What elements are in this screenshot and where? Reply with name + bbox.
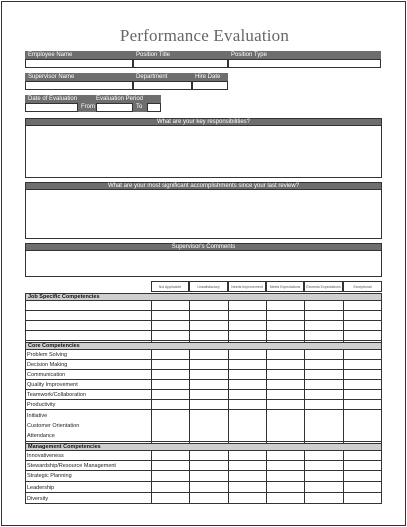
table-row[interactable]	[25, 451, 382, 461]
date-of-evaluation-label: Date of Evaluation	[25, 95, 78, 103]
hire-date-label: Hire Date	[192, 73, 228, 81]
position-type-label: Position Type	[228, 51, 381, 59]
competency-label: Attendance	[27, 433, 55, 439]
competency-label: Quality Improvement	[27, 382, 78, 388]
competency-label: Productivity	[27, 402, 56, 408]
table-row[interactable]	[25, 461, 382, 471]
to-date-field[interactable]	[147, 103, 161, 112]
column-divider	[189, 301, 190, 342]
column-divider	[228, 451, 229, 504]
position-title-label: Position Title	[133, 51, 228, 59]
table-row[interactable]	[25, 370, 382, 380]
supervisor-comments-textarea[interactable]	[25, 250, 382, 277]
table-row[interactable]	[25, 321, 382, 331]
position-type-field[interactable]	[228, 59, 381, 68]
column-divider	[343, 301, 344, 342]
column-exceeds-expectations: Exceeds Expectations	[304, 281, 343, 292]
column-divider	[228, 301, 229, 342]
column-unsatisfactory: Unsatisfactory	[189, 281, 228, 292]
supervisor-comments-header: Supervisor's Comments	[25, 243, 382, 251]
competency-label: Innovativeness	[27, 453, 64, 459]
competency-label: Initiative	[27, 413, 48, 419]
column-divider	[343, 350, 344, 443]
date-of-evaluation-field[interactable]	[25, 103, 78, 112]
table-row[interactable]	[25, 390, 382, 400]
hire-date-field[interactable]	[192, 81, 228, 90]
employee-name-label: Employee Name	[25, 51, 133, 59]
column-divider	[343, 451, 344, 504]
competency-label: Strategic Planning	[27, 473, 72, 479]
table-row[interactable]	[25, 301, 382, 311]
competency-label: Communication	[27, 372, 66, 378]
evaluation-form-page	[1, 1, 406, 526]
from-label: From	[78, 103, 96, 112]
competency-label: Customer Orientation	[27, 423, 80, 429]
column-divider	[151, 350, 152, 443]
column-divider	[266, 451, 267, 504]
column-needs-improvement: Needs Improvement	[228, 281, 266, 292]
table-row[interactable]	[25, 380, 382, 390]
table-row[interactable]	[25, 350, 382, 360]
column-divider	[151, 301, 152, 342]
column-meets-expectations: Meets Expectations	[266, 281, 304, 292]
from-date-field[interactable]	[96, 103, 133, 112]
competency-label: Teamwork/Collaboration	[27, 392, 86, 398]
column-divider	[266, 350, 267, 443]
employee-name-field[interactable]	[25, 59, 133, 68]
table-row[interactable]	[25, 410, 382, 442]
table-row[interactable]	[25, 482, 382, 493]
supervisor-name-label: Supervisor Name	[25, 73, 133, 81]
column-exceptional: Exceptional	[343, 281, 382, 292]
group-core: Core Competencies	[25, 342, 382, 350]
competency-label: Decision Making	[27, 362, 68, 368]
supervisor-name-field[interactable]	[25, 81, 133, 90]
accomplishments-textarea[interactable]	[25, 189, 382, 239]
responsibilities-header: What are your key responsibilities?	[25, 118, 382, 126]
column-divider	[189, 451, 190, 504]
to-label: To	[133, 103, 147, 112]
page-title: Performance Evaluation	[119, 26, 290, 45]
table-row[interactable]	[25, 311, 382, 321]
group-management: Management Competencies	[25, 443, 382, 451]
group-job-specific: Job Specific Competencies	[25, 293, 382, 301]
column-divider	[304, 451, 305, 504]
table-row[interactable]	[25, 400, 382, 410]
table-row[interactable]	[25, 331, 382, 341]
column-not-applicable: Not Applicable	[151, 281, 189, 292]
position-title-field[interactable]	[133, 59, 228, 68]
column-divider	[228, 350, 229, 443]
table-row[interactable]	[25, 360, 382, 370]
column-divider	[266, 301, 267, 342]
responsibilities-textarea[interactable]	[25, 125, 382, 178]
column-divider	[189, 350, 190, 443]
department-field[interactable]	[133, 81, 192, 90]
column-divider	[304, 350, 305, 443]
table-row[interactable]	[25, 471, 382, 482]
competency-label: Stewardship/Resource Management	[27, 463, 116, 469]
competency-label: Diversity	[27, 496, 49, 502]
evaluation-period-label: Evaluation Period	[78, 95, 161, 103]
department-label: Department	[133, 73, 192, 81]
column-divider	[304, 301, 305, 342]
accomplishments-header: What are your most significant accomplishments since your last review?	[25, 182, 382, 190]
table-row[interactable]	[25, 493, 382, 504]
competency-label: Problem Solving	[27, 352, 68, 358]
column-divider	[151, 451, 152, 504]
competency-label: Leadership	[27, 485, 55, 491]
